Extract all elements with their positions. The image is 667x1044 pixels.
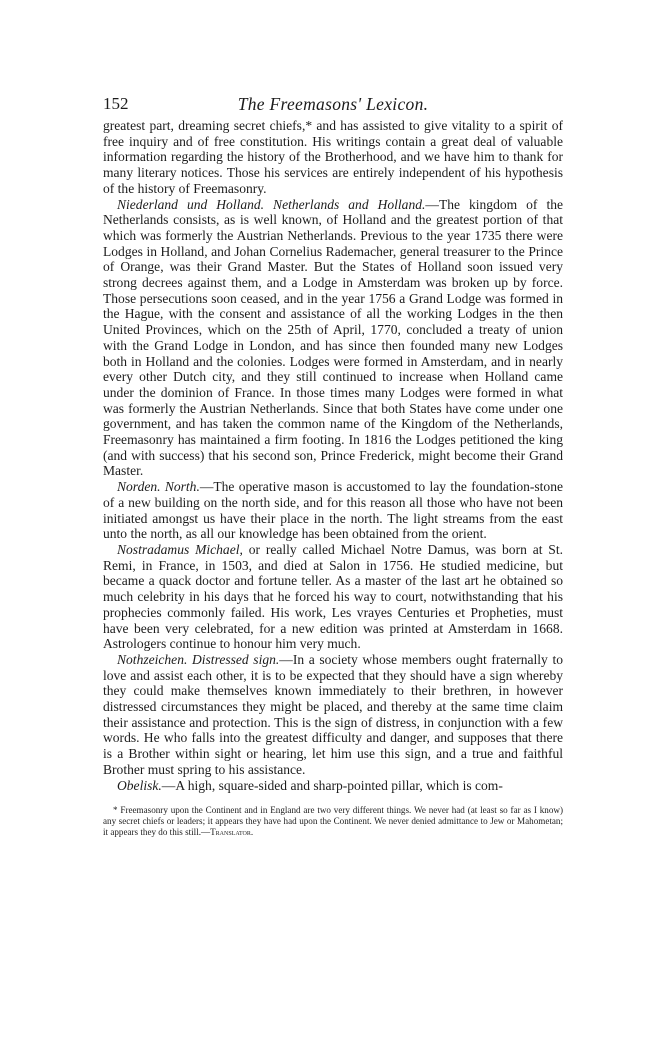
page-header: [103, 92, 563, 118]
paragraph-text: —The operative mason is accustomed to lay the foundation-stone of a new building on the north side, and for this reason all those who have not been initiated amongst us have their place in the north. The light streams from the east unto the north, as all our knowledge has been obtained from the orient.: [103, 479, 563, 542]
page-number: 152: [103, 94, 129, 113]
entry-heading: Nothzeichen. Distressed sign.: [117, 651, 280, 667]
paragraph-text: —In a society whose members ought fraternally to love and assist each other, it is to be expected that they should have a sign whereby they could make themselves known immediately to their brethren, in however distressed circumstances they might be placed, and thereby at the same time claim their assistance and protection. This is the sign of distress, in conjunction with a few words. He who falls into the greatest difficulty and danger, and supposes that there is a Brother within sight or hearing, let him use this sign, and a true and faithful Brother must spring to his assistance.: [103, 651, 563, 777]
entry-heading: Niederland und Holland. Netherlands and Holland.: [117, 196, 426, 212]
entry-obelisk: [103, 778, 563, 794]
entry-north: [103, 479, 563, 542]
paragraph-text: or really called Michael Notre Damus, was born at St. Remi, in France, in 1503, and died at Salon in 1756. He studied medicine, but became a quack doctor and fortune teller. As a master of the last art he obtained so much celebrity in his days that he forced his way to court, notwithstanding that his prophecies commonly failed. His work, Les vrayes Centuries et Propheties, must have been very celebrated, for a new edition was printed at Amsterdam in 1668. Astrologers continue to honour him very much.: [103, 541, 563, 652]
footnote: [103, 805, 563, 838]
entry-netherlands: [103, 197, 563, 480]
entry-heading: Norden. North.: [117, 479, 200, 495]
paragraph-text: —The kingdom of the Netherlands consists, as is well known, of Holland and the greatest portion of that which was formerly the Austrian Netherlands. Previous to the year 1735 there were Lodges in Holland, and Johan Cornelius Rademacher, general treasurer to the Prince of Orange, was their Grand Master. But the States of Holland soon issued very strong decrees against them, and a Lodge in Amsterdam was broken up by force. Those persecutions soon ceased, and in the year 1756 a Grand Lodge was formed in the Hague, with the consent and assistance of all the working Lodges in the then United Provinces, which on the 25th of April, 1770, concluded a treaty of union with the Grand Lodge in London, and has since then founded many new Lodges both in Holland and the colonies. Lodges were formed in Amsterdam, and in nearly every other Dutch city, and they still continued to increase when Holland came under the dominion of France. In those times many Lodges were formed in what was formerly the Austrian Netherlands. Since that both States have come under one government, and has taken the common name of the Kingdom of the Netherlands, Freemasonry has maintained a firm footing. In 1816 the Lodges petitioned the king (and with success) that his second son, Prince Frederick, might become their Grand Master.: [103, 196, 563, 479]
entry-distressed-sign: [103, 652, 563, 778]
book-page: [103, 92, 563, 838]
footnote-signature: Translator.: [210, 827, 254, 838]
entry-heading: Nostradamus Michael,: [117, 541, 243, 557]
running-title: The Freemasons' Lexicon.: [237, 94, 429, 114]
paragraph-text: —A high, square-sided and sharp-pointed pillar, which is com-: [161, 777, 503, 793]
entry-nostradamus: [103, 542, 563, 652]
entry-heading: Obelisk.: [117, 777, 162, 793]
footnote-text: * Freemasonry upon the Continent and in England are two very different things. We never had (at least so far as I know) any secret chiefs or leaders; it appears they have had upon the Continent. We never denied admittance to Jew or Mahometan; it appears they do this still.—: [103, 805, 563, 838]
paragraph-text: greatest part, dreaming secret chiefs,* and has assisted to give vitality to a spirit of free inquiry and of free constitution. His writings contain a great deal of valuable information regarding the history of the Brotherhood, and we have him to thank for many literary notices. Those his services are entirely independent of his hypothesis of the history of Freemasonry.: [103, 118, 563, 196]
paragraph-continuation: [103, 118, 563, 197]
body-text: [103, 118, 563, 793]
